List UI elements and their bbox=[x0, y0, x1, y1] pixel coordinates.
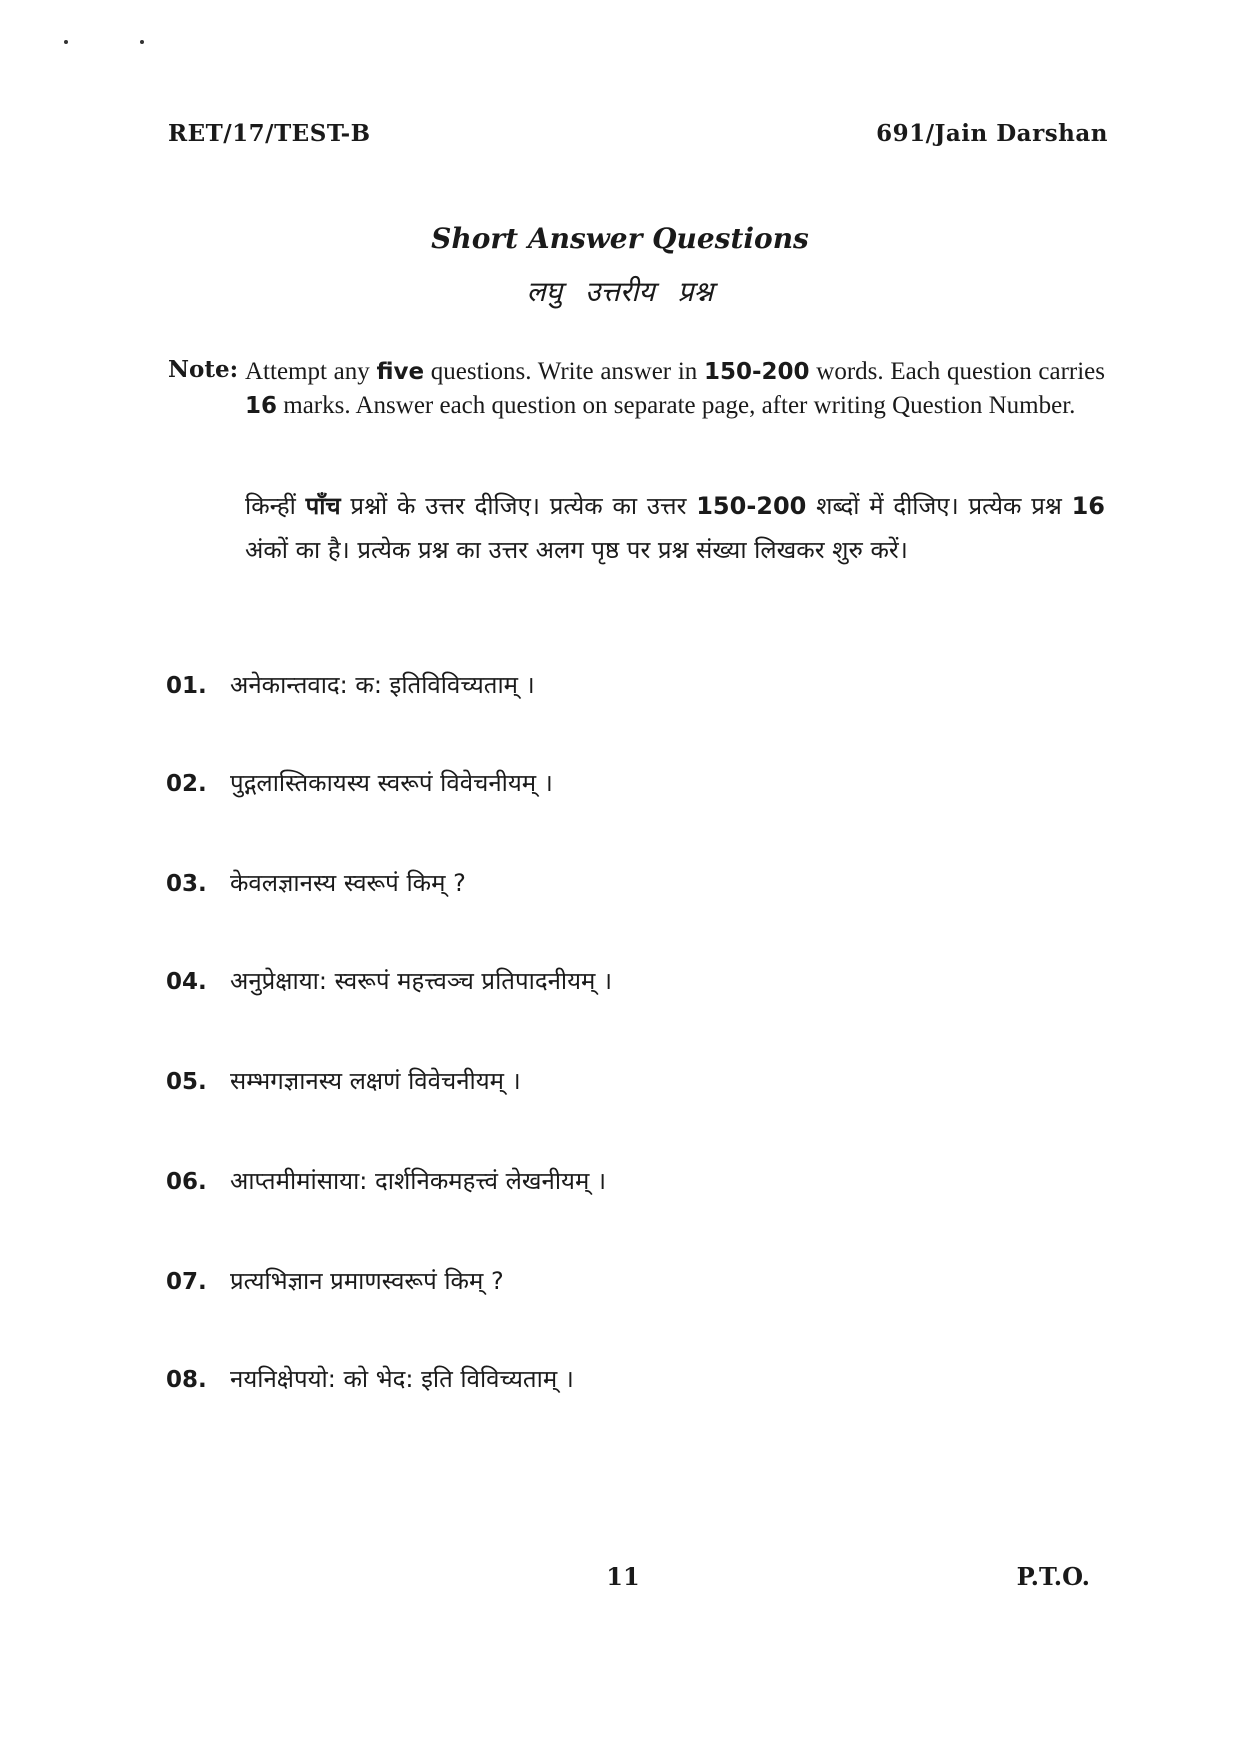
note-text: marks. Answer each question on separate page, after writing Question Number. bbox=[277, 392, 1076, 419]
question-text: प्रत्यभिज्ञान प्रमाणस्वरूपं किम् ? bbox=[230, 1267, 504, 1295]
question-item bbox=[166, 1164, 606, 1204]
question-text: सम्भगज्ञानस्य लक्षणं विवेचनीयम् । bbox=[230, 1067, 521, 1095]
note-text: Attempt any bbox=[245, 358, 377, 385]
note-emphasis: 150-200 bbox=[696, 492, 807, 520]
page-number: 11 bbox=[606, 1562, 640, 1591]
scan-speck bbox=[64, 40, 68, 44]
question-text: अनुप्रेक्षाया: स्वरूपं महत्त्वञ्च प्रतिपादनीयम् । bbox=[230, 967, 613, 995]
section-title-hindi: लघु उत्तरीय प्रश्न bbox=[526, 275, 714, 308]
question-number: 08. bbox=[166, 1367, 207, 1393]
note-text: अंकों का है। प्रत्येक प्रश्न का उत्तर अलग पृष्ठ पर प्रश्न संख्या लिखकर शुरु करें। bbox=[245, 536, 908, 564]
question-item bbox=[166, 964, 612, 1004]
question-number: 04. bbox=[166, 969, 207, 995]
note-hindi bbox=[245, 484, 1105, 572]
note-emphasis: five bbox=[376, 359, 425, 385]
note-text: प्रश्नों के उत्तर दीजिए। प्रत्येक का उत्तर bbox=[340, 492, 697, 520]
question-text: नयनिक्षेपयो: को भेद: इति विविच्यताम् । bbox=[230, 1365, 574, 1393]
note-text: किन्हीं bbox=[245, 492, 306, 520]
question-item bbox=[166, 1064, 521, 1104]
question-number: 01. bbox=[166, 673, 207, 699]
question-text: आप्तमीमांसाया: दार्शनिकमहत्त्वं लेखनीयम् । bbox=[230, 1167, 607, 1195]
question-number: 05. bbox=[166, 1069, 207, 1095]
question-item bbox=[166, 1362, 574, 1402]
note-emphasis: 16 bbox=[1071, 492, 1106, 520]
question-text: पुद्गलास्तिकायस्य स्वरूपं विवेचनीयम् । bbox=[230, 769, 553, 797]
note-english bbox=[245, 355, 1105, 423]
note-emphasis: 150-200 bbox=[703, 359, 810, 385]
note-text: शब्दों में दीजिए। प्रत्येक प्रश्न bbox=[806, 492, 1072, 520]
question-item bbox=[166, 766, 553, 806]
paper-code: RET/17/TEST-B bbox=[168, 120, 371, 147]
question-item bbox=[166, 866, 466, 906]
question-number: 06. bbox=[166, 1169, 207, 1195]
note-text: questions. Write answer in bbox=[424, 358, 704, 385]
question-item bbox=[166, 668, 535, 708]
subject-code: 691/Jain Darshan bbox=[876, 120, 1108, 147]
question-number: 03. bbox=[166, 871, 207, 897]
question-text: केवलज्ञानस्य स्वरूपं किम् ? bbox=[230, 869, 466, 897]
note-emphasis: 16 bbox=[245, 393, 278, 419]
section-title-english: Short Answer Questions bbox=[431, 222, 809, 255]
note-text: words. Each question carries bbox=[809, 358, 1106, 385]
question-number: 02. bbox=[166, 771, 207, 797]
question-number: 07. bbox=[166, 1269, 207, 1295]
question-item bbox=[166, 1264, 504, 1304]
note-label: Note: bbox=[168, 356, 239, 383]
note-emphasis: पाँच bbox=[305, 492, 341, 520]
question-text: अनेकान्तवाद: क: इतिविविच्यताम् । bbox=[230, 671, 535, 699]
please-turn-over: P.T.O. bbox=[1016, 1562, 1090, 1591]
scan-speck bbox=[140, 40, 144, 44]
